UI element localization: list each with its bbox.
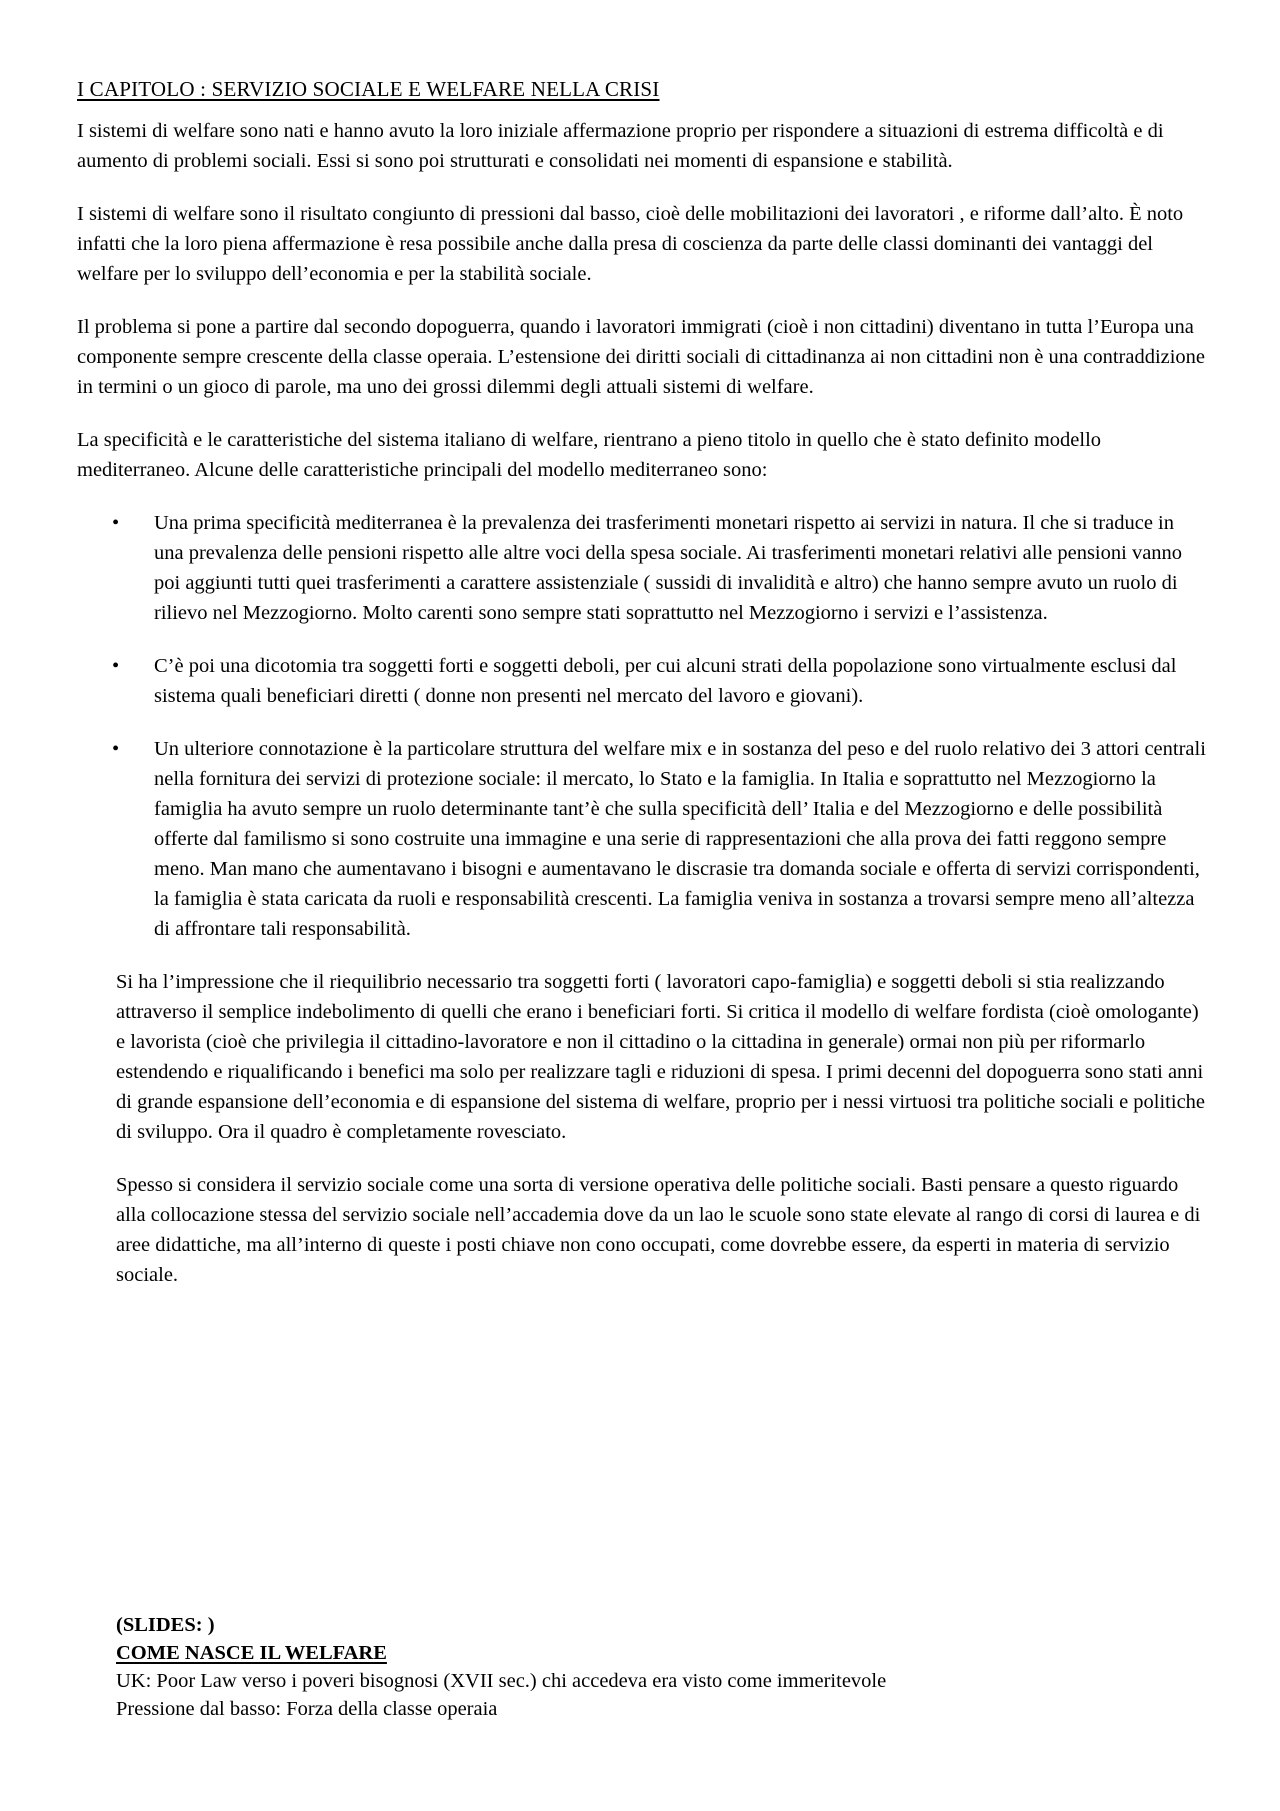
slides-label: (SLIDES: ) bbox=[116, 1614, 215, 1636]
bullet-marker: • bbox=[112, 512, 120, 534]
list-item bbox=[77, 734, 1207, 944]
list-item-text: Un ulteriore connotazione è la particolare struttura del welfare mix e in sostanza del peso e del ruolo relativo dei 3 attori centrali nella fornitura dei servizi di protezione sociale: il mercato, lo Stato e la famiglia. In Italia e soprattutto nel Mezzogiorno la famiglia ha avuto sempre un ruolo determinante tant’è che sulla specificità dell’ Italia e del Mezzogiorno e delle possibilità offerte dal familismo si sono costruite una immagine e una serie di rappresentazioni che alla prova dei fatti reggono sempre meno. Man mano che aumentavano i bisogni e aumentavano le discrasie tra domanda sociale e offerta di servizi corrispondenti, la famiglia è stata caricata da ruoli e responsabilità crescenti. La famiglia veniva in sostanza a trovarsi sempre meno all’altezza di affrontare tali responsabilità. bbox=[154, 738, 1206, 940]
slides-line: UK: Poor Law verso i poveri bisognosi (XVII sec.) chi accedeva era visto come immeritevole bbox=[116, 1670, 887, 1692]
list-item bbox=[77, 651, 1207, 711]
chapter-title: I CAPITOLO : SERVIZIO SOCIALE E WELFARE NELLA CRISI bbox=[77, 77, 660, 101]
bullet-marker: • bbox=[112, 655, 120, 677]
paragraph-immigrants: Il problema si pone a partire dal secondo dopoguerra, quando i lavoratori immigrati (cioè i non cittadini) diventano in tutta l’Europa una componente sempre crescente della classe operaia. L’estensione dei diritti sociali di cittadinanza ai non cittadini non è una contraddizione in termini o un gioco di parole, ma uno dei grossi dilemmi degli attuali sistemi di welfare. bbox=[77, 316, 1206, 398]
paragraph-pressures: I sistemi di welfare sono il risultato congiunto di pressioni dal basso, cioè delle mobilitazioni dei lavoratori , e riforme dall’alto. È noto infatti che la loro piena affermazione è resa possibile anche dalla presa di coscienza da parte delle classi dominanti dei vantaggi del welfare per lo sviluppo dell’economia e per la stabilità sociale. bbox=[77, 203, 1184, 285]
list-item-text: C’è poi una dicotomia tra soggetti forti e soggetti deboli, per cui alcuni strati della popolazione sono virtualmente esclusi dal sistema quali beneficiari diretti ( donne non presenti nel mercato del lavoro e giovani). bbox=[154, 655, 1177, 707]
paragraph-rebalancing: Si ha l’impressione che il riequilibrio necessario tra soggetti forti ( lavoratori capo-famiglia) e soggetti deboli si stia realizzando attraverso il semplice indebolimento di quelli che erano i beneficiari forti. Si critica il modello di welfare fordista (cioè omologante) e lavorista (cioè che privilegia il cittadino-lavoratore e non il cittadino o la cittadina in generale) ormai non più per riformarlo estendendo e riqualificando i benefici ma solo per realizzare tagli e riduzioni di spesa. I primi decenni del dopoguerra sono stati anni di grande espansione dell’economia e di espansione del sistema di welfare, proprio per i nessi virtuosi tra politiche sociali e politiche di sviluppo. Ora il quadro è completamente rovesciato. bbox=[116, 971, 1206, 1143]
slides-line: Pressione dal basso: Forza della classe operaia bbox=[116, 1698, 498, 1720]
characteristics-list bbox=[77, 508, 1207, 944]
paragraph-mediterranean-model: La specificità e le caratteristiche del sistema italiano di welfare, rientrano a pieno titolo in quello che è stato definito modello mediterraneo. Alcune delle caratteristiche principali del modello mediterraneo sono: bbox=[77, 429, 1102, 481]
list-item-text: Una prima specificità mediterranea è la prevalenza dei trasferimenti monetari rispetto ai servizi in natura. Il che si traduce in una prevalenza delle pensioni rispetto alle altre voci della spesa sociale. Ai trasferimenti monetari relativi alle pensioni vanno poi aggiunti tutti quei trasferimenti a carattere assistenziale ( sussidi di invalidità e altro) che hanno sempre avuto un ruolo di rilievo nel Mezzogiorno. Molto carenti sono sempre stati soprattutto nel Mezzogiorno i servizi e l’assistenza. bbox=[154, 512, 1183, 624]
list-item bbox=[77, 508, 1207, 628]
slides-section bbox=[116, 1611, 1206, 1723]
paragraph-origins: I sistemi di welfare sono nati e hanno avuto la loro iniziale affermazione proprio per rispondere a situazioni di estrema difficoltà e di aumento di problemi sociali. Essi si sono poi strutturati e consolidati nei momenti di espansione e stabilità. bbox=[77, 120, 1164, 172]
document-page bbox=[77, 74, 1207, 1313]
paragraph-social-service: Spesso si considera il servizio sociale come una sorta di versione operativa delle politiche sociali. Basti pensare a questo riguardo alla collocazione stessa del servizio sociale nell’accademia dove da un lao le scuole sono state elevate al rango di corsi di laurea e di aree didattiche, ma all’interno di queste i posti chiave non cono occupati, come dovrebbe essere, da esperti in materia di servizio sociale. bbox=[116, 1174, 1201, 1286]
bullet-marker: • bbox=[112, 738, 120, 760]
slides-heading: COME NASCE IL WELFARE bbox=[116, 1642, 387, 1664]
